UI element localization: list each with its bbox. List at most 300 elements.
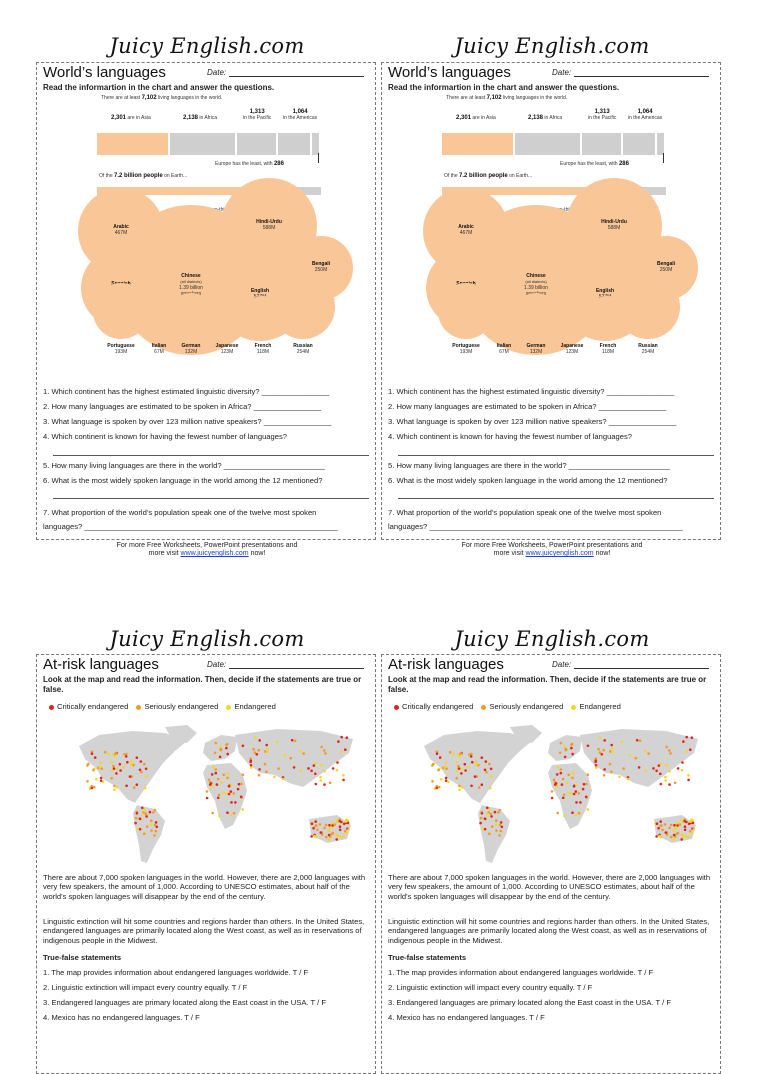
map-dot — [460, 752, 463, 755]
map-dot — [342, 774, 345, 777]
map-dot — [572, 772, 575, 775]
map-dot — [583, 783, 586, 786]
statement-1[interactable]: 1. The map provides information about endangered languages worldwide. T / F — [43, 968, 309, 977]
map-dot — [228, 793, 231, 796]
site-logo: Juicy English.com — [109, 34, 305, 58]
map-dot — [150, 829, 153, 832]
bubble-portuguese — [93, 283, 149, 339]
map-dot — [618, 776, 621, 779]
bubble-russian — [271, 275, 335, 339]
map-dot — [94, 756, 97, 759]
map-dot — [490, 813, 493, 816]
map-dot — [347, 822, 350, 825]
question-7: 7. What proportion of the world’s population speak one of the twelve most spoken — [388, 508, 662, 517]
map-dot — [226, 753, 229, 756]
bar-europe — [657, 133, 664, 155]
map-dot — [449, 751, 452, 754]
map-dot — [141, 807, 144, 810]
map-dot — [575, 790, 578, 793]
map-dot — [440, 778, 443, 781]
europe-note: Europe has the least, with 286 — [215, 161, 284, 167]
map-dot — [114, 755, 117, 758]
map-dot — [143, 808, 146, 811]
statement-1[interactable]: 1. The map provides information about endangered languages worldwide. T / F — [388, 968, 654, 977]
map-dot — [257, 749, 260, 752]
site-logo: Juicy English.com — [109, 627, 305, 651]
map-dot — [254, 751, 257, 754]
answer-line-6[interactable] — [398, 498, 714, 499]
statement-3[interactable]: 3. Endangered languages are primary located along the East coast in the USA. T / F — [43, 998, 326, 1007]
map-dot — [226, 811, 229, 814]
map-dot — [340, 736, 343, 739]
map-dot — [325, 824, 328, 827]
map-dot — [683, 820, 686, 823]
map-dot — [645, 770, 648, 773]
map-dot — [668, 770, 671, 773]
map-dot — [481, 812, 484, 815]
map-dot — [329, 827, 332, 830]
bar-americas — [278, 133, 310, 155]
question-4: 4. Which continent is known for having the fewest number of languages? — [43, 432, 287, 441]
map-dot — [250, 759, 253, 762]
bar-africa — [515, 133, 580, 155]
map-dot — [125, 785, 128, 788]
map-dot — [218, 794, 221, 797]
worksheet-card — [36, 62, 376, 540]
map-dot — [638, 766, 641, 769]
statement-2[interactable]: 2. Linguistic extinction will impact every country equally. T / F — [43, 983, 248, 992]
map-dot — [610, 770, 613, 773]
map-dot — [265, 770, 268, 773]
map-dot — [273, 776, 276, 779]
map-dot — [314, 835, 317, 838]
bubble-label-chinese: Chinese (all dialects) 1.39 billion — [524, 273, 548, 291]
map-dot — [311, 822, 314, 825]
question-3: 3. What language is spoken by over 123 million native speakers? ________________ — [388, 417, 677, 426]
chart-intro: There are at least 7,102 living languages in the world. — [446, 95, 568, 101]
true-false-heading: True-false statements — [388, 953, 467, 962]
map-dot — [499, 809, 502, 812]
bubble-label-chinese: Chinese (all dialects) 1.39 billion — [179, 273, 203, 291]
map-dot — [111, 770, 114, 773]
bubble-label-german: German 132M — [526, 343, 546, 355]
map-dot — [659, 820, 662, 823]
map-dot — [252, 748, 255, 751]
bubble-label-bengali: Bengali 250M — [311, 261, 331, 273]
map-dot — [674, 782, 677, 785]
map-dot — [250, 764, 253, 767]
map-dot — [323, 783, 326, 786]
map-dot — [339, 829, 342, 832]
map-dot — [214, 752, 217, 755]
map-dot — [258, 774, 261, 777]
map-dot — [573, 793, 576, 796]
map-dot — [481, 756, 484, 759]
region-label-africa: 2,138 in Africa — [528, 115, 563, 121]
map-dot — [431, 780, 434, 783]
bubble-label-italian: Italian 67M — [151, 343, 167, 355]
map-dot — [659, 835, 662, 838]
map-dot — [438, 786, 441, 789]
map-dot — [691, 736, 694, 739]
map-dot — [482, 828, 485, 831]
map-dot — [219, 746, 222, 749]
map-dot — [562, 778, 565, 781]
map-dot — [330, 833, 333, 836]
map-dot — [563, 794, 566, 797]
map-dot — [500, 821, 503, 824]
map-dot — [655, 835, 658, 838]
map-dot — [342, 779, 345, 782]
map-dot — [129, 775, 132, 778]
map-dot — [687, 779, 690, 782]
map-dot — [470, 755, 473, 758]
map-dot — [673, 830, 676, 833]
worksheet-title: World’s languages — [43, 64, 166, 81]
map-dot — [560, 772, 563, 775]
map-dot — [611, 747, 614, 750]
map-dot — [585, 796, 588, 799]
map-dot — [86, 764, 89, 767]
map-dot — [299, 750, 302, 753]
answer-line-6[interactable] — [53, 498, 369, 499]
map-dot — [587, 808, 590, 811]
map-dot — [460, 767, 463, 770]
map-dot — [445, 767, 448, 770]
map-dot — [226, 743, 229, 746]
legend-dot-critical — [49, 705, 54, 710]
date-line — [229, 76, 364, 77]
legend-dot-serious — [136, 705, 141, 710]
map-dot — [216, 783, 219, 786]
map-dot — [587, 773, 590, 776]
map-dot — [323, 749, 326, 752]
map-dot — [154, 809, 157, 812]
map-asia — [580, 729, 698, 787]
map-dot — [570, 747, 573, 750]
bar-pacific — [582, 133, 621, 155]
map-dot — [599, 736, 602, 739]
bubble-label-german: German 132M — [181, 343, 201, 355]
bubble-label-french: French 118M — [254, 343, 272, 355]
map-dot — [91, 752, 94, 755]
map-dot — [218, 815, 221, 818]
date-label: Date: — [207, 68, 227, 77]
map-dot — [100, 762, 103, 765]
date-label: Date: — [207, 660, 227, 669]
map-dot — [557, 766, 560, 769]
site-link[interactable]: www.juicyenglish.com — [180, 550, 249, 557]
map-dot — [687, 774, 690, 777]
map-dot — [665, 764, 668, 767]
map-dot — [595, 759, 598, 762]
question-5: 5. How many living languages are there in the world? ________________________ — [43, 461, 326, 470]
map-dot — [488, 833, 491, 836]
map-dot — [485, 760, 488, 763]
map-dot — [575, 801, 578, 804]
map-dot — [345, 820, 348, 823]
map-dot — [316, 829, 319, 832]
map-dot — [475, 760, 478, 763]
map-dot — [215, 742, 218, 745]
map-dot — [563, 815, 566, 818]
map-dot — [595, 764, 598, 767]
europe-bracket — [318, 153, 319, 163]
map-dot — [130, 760, 133, 763]
map-north-america — [79, 731, 187, 803]
map-dot — [324, 752, 327, 755]
map-dot — [603, 774, 606, 777]
map-dot — [669, 752, 672, 755]
map-dot — [457, 765, 460, 768]
map-dot — [609, 750, 612, 753]
map-dot — [145, 775, 148, 778]
map-dot — [622, 767, 625, 770]
people-note: Of the 7.2 billion people on Earth... — [99, 173, 188, 179]
question-1: 1. Which continent has the highest estimated linguistic diversity? ________________ — [388, 387, 675, 396]
map-dot — [222, 792, 225, 795]
map-dot — [332, 767, 335, 770]
map-dot — [570, 792, 573, 795]
map-dot — [498, 834, 501, 837]
map-dot — [609, 763, 612, 766]
instructions: Read the informartion in the chart and answer the questions. — [388, 83, 620, 92]
map-dot — [328, 838, 331, 841]
map-dot — [459, 755, 462, 758]
map-dot — [559, 752, 562, 755]
map-dot — [140, 771, 143, 774]
map-dot — [99, 765, 102, 768]
map-dot — [595, 766, 598, 769]
map-dot — [139, 828, 142, 831]
map-dot — [488, 763, 491, 766]
map-dot — [113, 785, 116, 788]
europe-bracket — [663, 153, 664, 163]
map-dot — [310, 835, 313, 838]
date-line — [574, 668, 709, 669]
map-dot — [587, 745, 590, 748]
map-dot — [328, 824, 331, 827]
map-dot — [333, 823, 336, 826]
worksheet-card — [381, 654, 721, 1074]
map-dot — [452, 753, 455, 756]
bar-pacific — [237, 133, 276, 155]
map-dot — [495, 819, 498, 822]
map-dot — [250, 766, 253, 769]
map-dot — [222, 774, 225, 777]
map-dot — [125, 755, 128, 758]
legend-dot-endangered — [571, 705, 576, 710]
map-dot — [345, 832, 348, 835]
map-dot — [143, 763, 146, 766]
map-dot — [136, 783, 139, 786]
map-dot — [154, 824, 157, 827]
map-dot — [444, 765, 447, 768]
map-dot — [456, 770, 459, 773]
map-dot — [660, 783, 663, 786]
question-5: 5. How many living languages are there in the world? ________________________ — [388, 461, 671, 470]
map-dot — [474, 775, 477, 778]
map-dot — [681, 769, 684, 772]
bubble-portuguese — [438, 283, 494, 339]
map-dot — [567, 774, 570, 777]
map-dot — [293, 766, 296, 769]
map-dot — [437, 769, 440, 772]
map-dot — [497, 811, 500, 814]
map-dot — [564, 746, 567, 749]
map-dot — [556, 812, 559, 815]
map-dot — [320, 764, 323, 767]
map-dot — [644, 750, 647, 753]
map-dot — [93, 786, 96, 789]
question-2: 2. How many languages are estimated to be spoken in Africa? ________________ — [43, 402, 322, 411]
map-dot — [344, 748, 347, 751]
map-dot — [315, 783, 318, 786]
map-dot — [445, 762, 448, 765]
map-dot — [208, 779, 211, 782]
map-north-america — [424, 731, 532, 803]
map-dot — [481, 783, 484, 786]
map-dot — [555, 782, 558, 785]
map-dot — [122, 766, 125, 769]
map-dot — [661, 829, 664, 832]
site-logo: Juicy English.com — [454, 34, 650, 58]
worksheet-title: At-risk languages — [43, 656, 159, 673]
map-dot — [119, 769, 122, 772]
map-dot — [664, 779, 667, 782]
map-dot — [100, 777, 103, 780]
bar-europe — [312, 133, 319, 155]
map-dot — [687, 836, 690, 839]
question-3: 3. What language is spoken by over 123 million native speakers? ________________ — [43, 417, 332, 426]
map-dot — [494, 811, 497, 814]
map-dot — [230, 801, 233, 804]
map-dot — [660, 824, 663, 827]
map-dot — [346, 736, 349, 739]
map-dot — [490, 775, 493, 778]
map-dot — [571, 777, 574, 780]
map-dot — [238, 783, 241, 786]
date-label: Date: — [552, 660, 572, 669]
map-dot — [319, 823, 322, 826]
statement-2[interactable]: 2. Linguistic extinction will impact every country equally. T / F — [388, 983, 593, 992]
map-dot — [495, 829, 498, 832]
statement-3[interactable]: 3. Endangered languages are primary located along the East coast in the USA. T / F — [388, 998, 671, 1007]
map-dot — [601, 753, 604, 756]
map-dot — [447, 780, 450, 783]
map-dot — [230, 790, 233, 793]
map-dot — [578, 812, 581, 815]
map-dot — [484, 828, 487, 831]
map-dot — [140, 760, 143, 763]
map-dot — [254, 736, 257, 739]
map-dot — [682, 740, 685, 743]
site-link[interactable]: www.juicyenglish.com — [525, 550, 594, 557]
map-dot — [603, 768, 606, 771]
map-dot — [149, 811, 152, 814]
paragraph-1: There are about 7,000 spoken languages in the world. However, there are 2,000 languages with very few speakers, the amount of 1,000. According to UNESCO estimates, about half of the world's spoken languages will disappear by the end of the century. — [388, 873, 711, 901]
map-dot — [556, 773, 559, 776]
map-dot — [289, 757, 292, 760]
question-4: 4. Which continent is known for having the fewest number of languages? — [388, 432, 632, 441]
map-dot — [488, 808, 491, 811]
map-legend: Critically endangered Seriously endangered Endangered — [394, 702, 621, 711]
map-dot — [130, 763, 133, 766]
answer-line-4[interactable] — [398, 455, 714, 456]
map-dot — [335, 819, 338, 822]
bubble-label-english: English — [250, 288, 270, 294]
bubble-label-bengali: Bengali 250M — [656, 261, 676, 273]
map-dot — [319, 779, 322, 782]
true-false-heading: True-false statements — [43, 953, 122, 962]
map-dot — [464, 763, 467, 766]
map-dot — [313, 764, 316, 767]
map-dot — [575, 814, 578, 817]
map-dot — [467, 766, 470, 769]
map-dot — [219, 756, 222, 759]
map-dot — [230, 784, 233, 787]
map-dot — [680, 838, 683, 841]
map-dot — [599, 751, 602, 754]
map-dot — [668, 783, 671, 786]
map-dot — [315, 824, 318, 827]
map-dot — [141, 813, 144, 816]
map-dot — [475, 763, 478, 766]
map-dot — [319, 776, 322, 779]
map-dot — [692, 828, 695, 831]
map-dot — [611, 751, 614, 754]
map-dot — [110, 761, 113, 764]
map-dot — [152, 811, 155, 814]
map-dot — [277, 767, 280, 770]
map-dot — [104, 751, 107, 754]
region-label-americas: 1,064 in the Americas — [283, 109, 318, 121]
map-dot — [664, 776, 667, 779]
answer-line-4[interactable] — [53, 455, 369, 456]
map-dot — [656, 822, 659, 825]
map-dot — [328, 830, 331, 833]
statement-4[interactable]: 4. Mexico has no endangered languages. T / F — [43, 1013, 200, 1022]
statement-4[interactable]: 4. Mexico has no endangered languages. T / F — [388, 1013, 545, 1022]
region-label-asia: 2,301 are in Asia — [111, 115, 151, 121]
map-dot — [212, 766, 215, 769]
map-dot — [139, 817, 142, 820]
map-dot — [571, 811, 574, 814]
map-dot — [684, 829, 687, 832]
question-2: 2. How many languages are estimated to be spoken in Africa? ________________ — [388, 402, 667, 411]
map-dot — [685, 736, 688, 739]
paragraph-1: There are about 7,000 spoken languages in the world. However, there are 2,000 languages with very few speakers, the amount of 1,000. According to UNESCO estimates, about half of the world's spoken languages will disappear by the end of the century. — [43, 873, 366, 901]
region-label-americas: 1,064 in the Americas — [628, 109, 663, 121]
bubble-label-japanese: Japanese 123M — [215, 343, 239, 355]
map-dot — [677, 767, 680, 770]
map-dot — [566, 781, 569, 784]
map-dot — [621, 741, 624, 744]
map-dot — [237, 788, 240, 791]
map-dot — [145, 768, 148, 771]
paragraph-2: Linguistic extinction will hit some countries and regions harder than others. In the United States, endangered languages are primarily located along the West coast, as well as in reservations of indigenous people in the Midwest. — [388, 917, 710, 945]
map-dot — [136, 812, 139, 815]
map-dot — [225, 747, 228, 750]
legend-dot-endangered — [226, 705, 231, 710]
bubble-label-english: English — [595, 288, 615, 294]
map-dot — [150, 819, 153, 822]
map-dot — [113, 767, 116, 770]
map-dot — [484, 817, 487, 820]
map-dot — [314, 820, 317, 823]
map-dot — [585, 783, 588, 786]
map-dot — [629, 754, 632, 757]
